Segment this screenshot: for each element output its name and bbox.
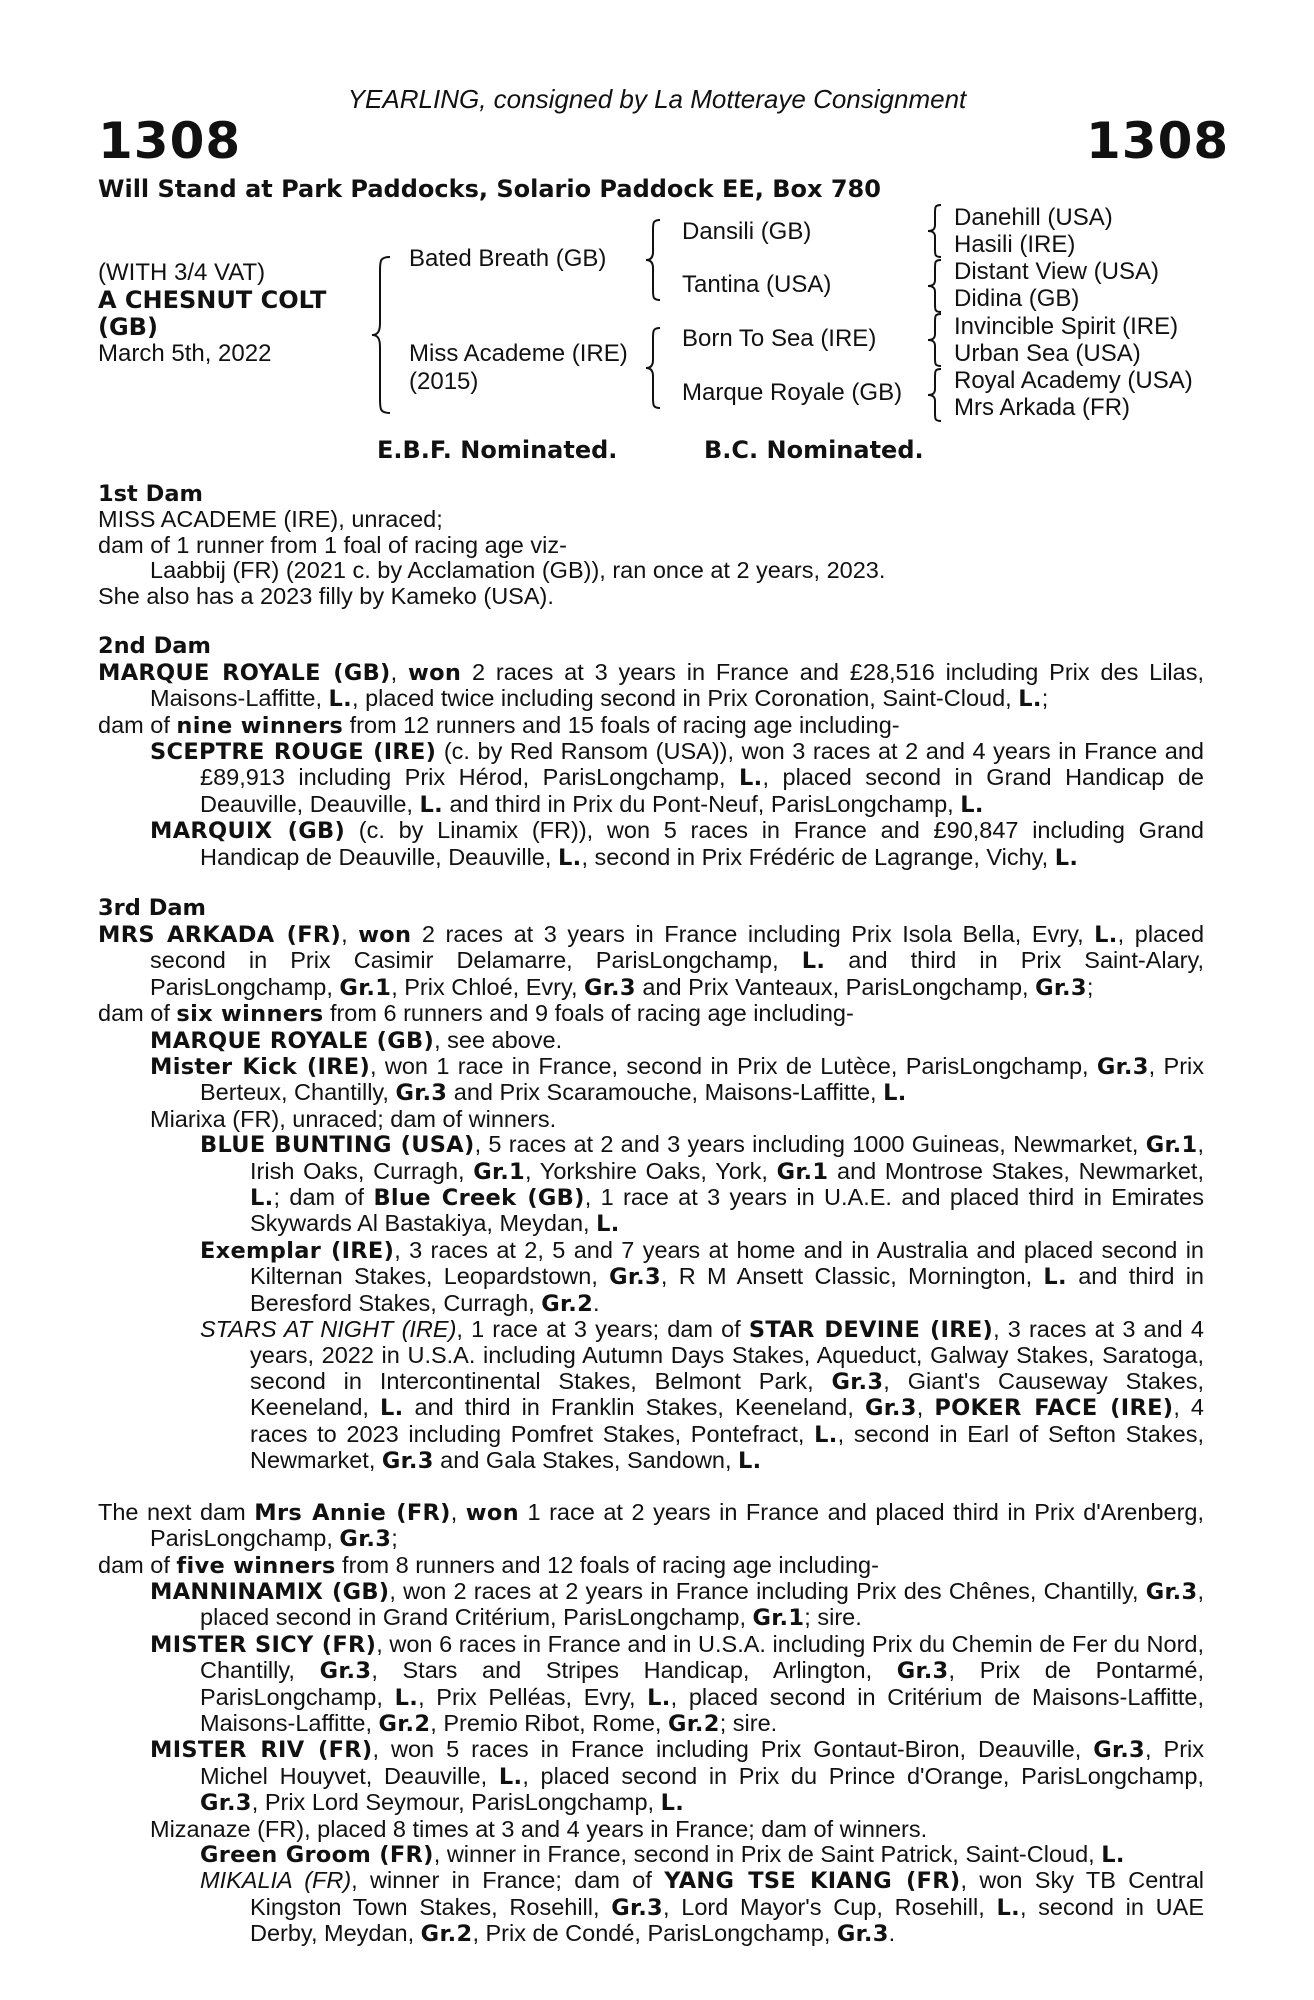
lot-number-right: 1308 — [1086, 112, 1230, 170]
pedigree-brace-main — [370, 255, 394, 415]
third-dam-heading: 3rd Dam — [98, 895, 206, 922]
pedigree-brace-g4 — [926, 367, 946, 423]
pedigree-brace-g1 — [926, 203, 946, 259]
first-dam-name: MISS ACADEME (IRE), unraced; — [98, 506, 443, 533]
pedigree-brace-dam — [644, 326, 664, 410]
pedigree-g4: Didina (GB) — [954, 285, 1080, 312]
second-dam-entry: MARQUE ROYALE (GB), won 2 races at 3 years in France and £28,516 including Prix des Lilas, Maisons-Laffitte, L., placed twice including second in Prix Coronation, Saint-Cloud, L.; — [98, 658, 1205, 713]
produce-manninamix: MANNINAMIX (GB), won 2 races at 2 years in France including Prix des Chênes, Chantilly, Gr.3, placed second in Grand Critérium, ParisLongchamp, Gr.1; sire. — [150, 1578, 1204, 1632]
produce-exemplar: Exemplar (IRE), 3 races at 2, 5 and 7 years at home and in Australia and placed second in Kilternan Stakes, Leopardstown, Gr.3, R M Ansett Classic, Mornington, L. and third in Beresford Stakes, Curragh, Gr.2. — [200, 1236, 1205, 1317]
first-dam-note: She also has a 2023 filly by Kameko (USA). — [98, 582, 554, 609]
produce-marquix: MARQUIX (GB) (c. by Linamix (FR)), won 5 races in France and £90,847 including Grand Handicap de Deauville, Deauville, L., second in Prix Frédéric de Lagrange, Vichy, L. — [150, 817, 1204, 871]
pedigree-g8: Mrs Arkada (FR) — [954, 394, 1131, 421]
pedigree-dam: Miss Academe (IRE) — [409, 340, 628, 367]
horse-dob: March 5th, 2022 — [98, 340, 272, 367]
produce-sceptre-rouge: SCEPTRE ROUGE (IRE) (c. by Red Ransom (USA)), won 3 races at 2 and 4 years in France and £89,913 including Prix Hérod, ParisLongchamp, L., placed second in Grand Handicap de Deauville, Deauville, L. and third in Prix du Pont-Neuf, ParisLongchamp, L. — [150, 738, 1205, 818]
second-dam-heading: 2nd Dam — [98, 633, 211, 660]
pedigree-g7: Royal Academy (USA) — [954, 367, 1193, 394]
consignment-line: YEARLING, consigned by La Motteraye Consignment — [347, 84, 967, 114]
pedigree-sire-sire: Dansili (GB) — [682, 218, 812, 245]
produce-miarixa: Miarixa (FR), unraced; dam of winners. — [150, 1105, 557, 1132]
produce-mister-riv: MISTER RIV (FR), won 5 races in France including Prix Gontaut-Biron, Deauville, Gr.3, Prix Michel Houyvet, Deauville, L., placed second in Prix du Prince d'Orange, ParisLongchamp, Gr.3, Prix Lord Seymour, ParisLongchamp, L. — [150, 1736, 1205, 1817]
pedigree-brace-g2 — [926, 258, 946, 314]
pedigree-brace-g3 — [926, 312, 946, 368]
horse-name-line1: A CHESNUT COLT — [98, 286, 327, 314]
pedigree-g6: Urban Sea (USA) — [954, 340, 1141, 367]
pedigree-sire-dam: Tantina (USA) — [682, 271, 832, 298]
produce-green-groom: Green Groom (FR), winner in France, second in Prix de Saint Patrick, Saint-Cloud, L. — [200, 1841, 1125, 1869]
pedigree-brace-sire — [644, 218, 664, 302]
produce-blue-bunting: BLUE BUNTING (USA), 5 races at 2 and 3 years including 1000 Guineas, Newmarket, Gr.1, Irish Oaks, Curragh, Gr.1, Yorkshire Oaks, York, Gr.1 and Montrose Stakes, Newmarket, L.; dam of Blue Creek (GB), 1 race at 3 years in U.A.E. and placed third in Emirates Skywards Al Bastakiya, Meydan, L. — [200, 1131, 1204, 1238]
produce-mister-kick: Mister Kick (IRE), won 1 race in France, second in Prix de Lutèce, ParisLongchamp, Gr.3, Prix Berteux, Chantilly, Gr.3 and Prix Scaramouche, Maisons-Laffitte, L. — [150, 1052, 1204, 1107]
first-dam-produce: Laabbij (FR) (2021 c. by Acclamation (GB)), ran once at 2 years, 2023. — [150, 557, 886, 584]
produce-mister-sicy: MISTER SICY (FR), won 6 races in France and in U.S.A. including Prix du Chemin de Fer du Nord, Chantilly, Gr.3, Stars and Stripes Handicap, Arlington, Gr.3, Prix de Pontarmé, ParisLongchamp, L., Prix Pelléas, Evry, L., placed second in Critérium de Maisons-Laffitte, Maisons-Laffitte, Gr.2, Premio Ribot, Rome, Gr.2; sire. — [150, 1630, 1205, 1738]
pedigree-g2: Hasili (IRE) — [954, 231, 1076, 258]
next-dam-record: dam of five winners from 8 runners and 12 foals of racing age including- — [98, 1551, 879, 1579]
first-dam-heading: 1st Dam — [98, 481, 203, 507]
pedigree-g3: Distant View (USA) — [954, 258, 1159, 285]
third-dam-record: dam of six winners from 6 runners and 9 foals of racing age including- — [98, 1000, 854, 1028]
pedigree-dam-sire: Born To Sea (IRE) — [682, 325, 877, 352]
horse-name-line2: (GB) — [98, 313, 158, 341]
catalogue-body — [98, 482, 1204, 1948]
produce-stars-at-night: STARS AT NIGHT (IRE), 1 race at 3 years; dam of STAR DEVINE (IRE), 3 races at 3 and 4 years, 2022 in U.S.A. including Autumn Days Stakes, Aqueduct, Galway Stakes, Saratoga, second in Intercontinental Stakes, Belmont Park, Gr.3, Giant's Causeway Stakes, Keeneland, L. and third in Franklin Stakes, Keeneland, Gr.3, POKER FACE (IRE), 4 races to 2023 including Pomfret Stakes, Pontefract, L., second in Earl of Sefton Stakes, Newmarket, Gr.3 and Gala Stakes, Sandown, L. — [200, 1315, 1204, 1474]
bc-nomination: B.C. Nominated. — [704, 436, 924, 464]
pedigree-dam-year: (2015) — [409, 368, 479, 395]
stand-location: Will Stand at Park Paddocks, Solario Paddock EE, Box 780 — [98, 175, 881, 203]
second-dam-record: dam of nine winners from 12 runners and 15 foals of racing age including- — [98, 711, 900, 739]
produce-marque-royale: MARQUE ROYALE (GB), see above. — [150, 1026, 563, 1054]
vat-note: (WITH 3/4 VAT) — [98, 259, 266, 286]
pedigree-dam-dam: Marque Royale (GB) — [682, 379, 903, 406]
next-dam-entry: The next dam Mrs Annie (FR), won 1 race at 2 years in France and placed third in Prix d'Arenberg, ParisLongchamp, Gr.3; — [98, 1498, 1204, 1553]
first-dam-record: dam of 1 runner from 1 foal of racing age viz- — [98, 531, 567, 558]
pedigree-sire: Bated Breath (GB) — [409, 245, 607, 272]
lot-number-left: 1308 — [98, 112, 242, 170]
produce-mizanaze: Mizanaze (FR), placed 8 times at 3 and 4 years in France; dam of winners. — [150, 1815, 928, 1842]
third-dam-entry: MRS ARKADA (FR), won 2 races at 3 years in France including Prix Isola Bella, Evry, L., placed second in Prix Casimir Delamarre, ParisLongchamp, L. and third in Prix Saint-Alary, ParisLongchamp, Gr.1, Prix Chloé, Evry, Gr.3 and Prix Vanteaux, ParisLongchamp, Gr.3; — [98, 920, 1205, 1001]
ebf-nomination: E.B.F. Nominated. — [377, 436, 618, 464]
produce-mikalia: MIKALIA (FR), winner in France; dam of YANG TSE KIANG (FR), won Sky TB Central Kingston Town Stakes, Rosehill, Gr.3, Lord Mayor's Cup, Rosehill, L., second in UAE Derby, Meydan, Gr.2, Prix de Condé, ParisLongchamp, Gr.3. — [200, 1867, 1204, 1948]
pedigree-g1: Danehill (USA) — [954, 204, 1113, 231]
pedigree-g5: Invincible Spirit (IRE) — [954, 313, 1179, 340]
